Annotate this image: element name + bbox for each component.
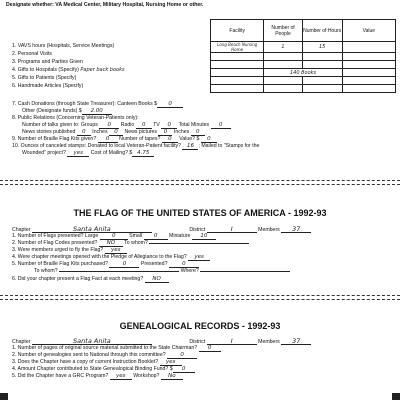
gene-chapter-label: Chapter — [12, 339, 31, 345]
gene-q1-text: 1. Number of pages of original source material submitted to the State Chairman? — [12, 345, 198, 351]
q8-news-value: 0 — [77, 129, 91, 136]
q10-cost-label: Cost of Mailing? $ — [90, 150, 133, 156]
gene-district-label: District — [189, 339, 206, 345]
header-people: Number of People — [264, 20, 302, 42]
item-row-5 — [12, 75, 76, 81]
q8-total-label: Total Minutes — [178, 122, 210, 128]
flag-q2-text: 2. Number of Flag Codes presented? — [12, 240, 98, 246]
section-divider — [0, 180, 400, 185]
cell-people-3 — [264, 61, 302, 69]
q7-line — [12, 101, 183, 108]
q8-news-label: News stories published — [22, 129, 76, 135]
item-row-4 — [12, 67, 125, 73]
flag-q4-value: yes — [188, 254, 210, 261]
gene-q3-text: 3. Does the Chapter have a copy of current Instruction Booklet? — [12, 359, 159, 365]
gene-q2-text: 2. Number of genealogies sent to National through this committee? — [12, 352, 166, 358]
cell-value-2 — [342, 53, 395, 61]
item-num: 5. — [12, 75, 17, 81]
gene-q5-text: 5. Did the Chapter have a GRC Program? — [12, 373, 109, 379]
q9-tapes-value: 0 — [162, 136, 178, 143]
gene-chapter-value: Santa Anita — [32, 338, 152, 345]
q9-line — [12, 136, 217, 143]
q8-num: 8. — [12, 115, 17, 121]
cell-hours-3 — [302, 61, 342, 69]
volunteer-table — [210, 19, 396, 93]
q9-kits-value: 0 — [98, 136, 118, 143]
header-value: Value — [342, 20, 395, 42]
cell-facility-2 — [211, 53, 264, 61]
cell-people-2 — [264, 53, 302, 61]
q9-num: 9. — [12, 136, 17, 142]
q9-value-label: Value? $ — [179, 136, 200, 142]
gene-q5 — [12, 373, 183, 380]
gene-workshop-value: No — [161, 373, 183, 380]
header-facility: Facility — [211, 20, 264, 42]
q8-talks-label: Number of talks given to: Groups — [22, 122, 98, 128]
flag-q4-text: 4. Were chapter meetings opened with the Pledge of Allegiance to the Flag? — [12, 254, 187, 260]
q8-inches2-label: Inches — [173, 129, 190, 135]
q8-talks-line — [22, 122, 231, 129]
q8-pics-label: News pictures — [124, 129, 158, 135]
q10-mailed-label: ; Mailed to "Stamps for the — [198, 143, 260, 149]
cell-value-1 — [342, 42, 395, 53]
flag-q3 — [12, 247, 127, 254]
gene-q5-value: yes — [110, 373, 132, 380]
q7-other-value: 2.00 — [82, 108, 112, 115]
flag-large-value: 0 — [100, 233, 128, 240]
q10-text: Ounces of canceled stamps: Donated to local Veteran-Patient facility? — [20, 143, 181, 149]
q7-other-line — [22, 108, 112, 115]
flag-q4 — [12, 254, 210, 261]
item-label: Gifts to Patients (Specify) — [17, 75, 77, 81]
item-num: 3. — [12, 59, 17, 65]
q10-project-value: yes — [67, 150, 89, 157]
gene-q4-text: 4. Amount Chapter contributed to State Genealogical Binding Fund? $ — [12, 366, 173, 372]
item-row-2 — [12, 51, 52, 57]
q8-groups-value: 0 — [99, 122, 119, 129]
q8-total-value: 0 — [211, 122, 231, 129]
flag-district-value: I — [207, 226, 257, 233]
scan-edge-mark — [392, 393, 400, 400]
gene-q1-value: 0 — [199, 345, 221, 352]
item-label: Handmade Articles (Specify) — [17, 83, 84, 89]
flag-members-label: Members — [258, 227, 280, 233]
gene-district-value: I — [207, 338, 257, 345]
flag-q6-text: 6. Did your chapter present a Flag Fact at each meeting? — [12, 276, 144, 282]
q9-tapes-label: Number of tapes? — [119, 136, 161, 142]
flag-where-blank — [200, 271, 290, 272]
item-label: VAVS hours (Hospitals, Service Meetings) — [17, 43, 115, 49]
q8-tv-label: TV — [153, 122, 160, 128]
cell-facility-6 — [211, 85, 264, 93]
cell-facility-3 — [211, 61, 264, 69]
item-num: 1. — [12, 43, 17, 49]
flag-chapter-value: Santa Anita — [32, 226, 152, 233]
gene-q3-value: yes — [160, 359, 182, 366]
q8-radio-value: 0 — [136, 122, 152, 129]
flag-to-whom-label: To whom? — [124, 240, 148, 246]
gene-q2-value: 0 — [167, 352, 197, 359]
flag-chapter-line — [12, 226, 311, 233]
gene-q4 — [12, 366, 195, 373]
item-label: Programs and Parties Given — [17, 59, 83, 65]
flag-small-label: Small — [129, 233, 143, 239]
gene-q3 — [12, 359, 182, 366]
cell-facility-4 — [211, 69, 264, 77]
cell-value-4 — [342, 69, 395, 77]
q10-line — [12, 143, 259, 150]
q8-inches-value: 0 — [109, 129, 123, 136]
flag-presented-value: 0 — [169, 261, 199, 268]
cell-value-5 — [342, 77, 395, 85]
flag-q5-line2 — [34, 268, 290, 274]
flag-small-value: 0 — [144, 233, 168, 240]
gene-chapter-line — [12, 338, 311, 345]
cell-people-4: 140 Books — [264, 69, 342, 77]
gene-q2 — [12, 352, 197, 359]
q7-value: 0 — [157, 101, 183, 108]
q10-num: 10. — [12, 143, 20, 149]
flag-q5-value: 0 — [109, 261, 139, 268]
q10-line2 — [22, 150, 154, 157]
flag-q3-text: 3. Were members urged to fly the Flag? — [12, 247, 104, 253]
q7-num: 7. — [12, 101, 17, 107]
item-num: 6. — [12, 83, 17, 89]
item-num: 4. — [12, 67, 17, 73]
q8-tv-value: 0 — [161, 122, 177, 129]
cell-hours-5 — [302, 77, 342, 85]
flag-q6 — [12, 276, 169, 283]
scan-edge-mark — [0, 393, 8, 400]
item-label: Gifts to Hospitals (Specify) — [17, 67, 79, 73]
gene-members-value: 37 — [281, 338, 311, 345]
gene-q4-value: 0 — [173, 366, 195, 373]
q10-text2: Wounded" project? — [22, 150, 66, 156]
flag-q1-text: 1. Number of Flags presented? Large — [12, 233, 99, 239]
item-4-inline: Paper back books — [80, 67, 125, 73]
gene-section-title: GENEALOGICAL RECORDS - 1992-93 — [119, 321, 281, 331]
item-row-3 — [12, 59, 83, 65]
q8-inches-label: Inches — [92, 129, 108, 135]
item-row-6 — [12, 83, 83, 89]
cell-hours-1: 15 — [302, 42, 342, 53]
flag-presented-label: Presented? — [140, 261, 168, 267]
q9-text: Number of Braille Flag Kits given? — [17, 136, 97, 142]
q7-text: Cash Donations (through State Treasurer): Canteen Books $ — [17, 101, 158, 107]
q8-pics-value: 0 — [158, 129, 172, 136]
flag-q2-value: NO — [99, 240, 123, 247]
flag-mini-label: Miniature — [169, 233, 191, 239]
cell-people-5 — [264, 77, 302, 85]
q7-other-text: Other (Designate funds) $ — [22, 108, 82, 114]
gene-members-label: Members — [258, 339, 280, 345]
q8-line — [12, 115, 139, 121]
cell-facility-1: Long Beach Nursing Home — [211, 42, 264, 53]
flag-to-whom2-label: To whom? — [34, 268, 58, 274]
item-num: 2. — [12, 51, 17, 57]
q8-text: Public Relations (Concerning Veteran-Patients only): — [17, 115, 139, 121]
cell-people-1: 1 — [264, 42, 302, 53]
section-divider — [0, 295, 400, 300]
cell-value-3 — [342, 61, 395, 69]
flag-q1 — [12, 233, 216, 240]
flag-mini-value: 10 — [192, 233, 216, 240]
flag-section-title: THE FLAG OF THE UNITED STATES OF AMERICA - 1992-93 — [73, 208, 327, 218]
q9-value-value: 0 — [201, 136, 217, 143]
flag-chapter-label: Chapter — [12, 227, 31, 233]
q8-inches2-value: 0 — [191, 129, 205, 136]
q8-news-line — [22, 129, 205, 136]
gene-workshop-label: Workshop? — [133, 373, 160, 379]
flag-to-whom-blank — [149, 243, 249, 244]
flag-q6-value: NO — [145, 276, 169, 283]
flag-to-whom2-blank — [59, 271, 179, 272]
flag-members-value: 37 — [281, 226, 311, 233]
flag-q2 — [12, 240, 249, 247]
cell-value-6 — [342, 85, 395, 93]
cell-facility-5 — [211, 77, 264, 85]
flag-q5-text: 5. Number of Braille Flag Kits purchased? — [12, 261, 109, 267]
item-row-1 — [12, 43, 114, 49]
flag-where-label: Where? — [180, 268, 199, 274]
flag-q3-value: yes — [105, 247, 127, 254]
designate-instruction: Designate whether: VA Medical Center, Military Hospital, Nursing Home or other. — [6, 2, 204, 8]
flag-q5 — [12, 261, 199, 268]
cell-hours-2 — [302, 53, 342, 61]
q10-cost-value: 4.75 — [132, 150, 154, 157]
cell-people-6 — [264, 85, 302, 93]
q8-radio-label: Radio — [120, 122, 135, 128]
cell-hours-6 — [302, 85, 342, 93]
gene-q1 — [12, 345, 221, 352]
q10-ounces-value: 16 — [182, 143, 198, 150]
flag-district-label: District — [189, 227, 206, 233]
item-label: Personal Visits — [17, 51, 52, 57]
header-hours: Number of Hours — [302, 20, 342, 42]
